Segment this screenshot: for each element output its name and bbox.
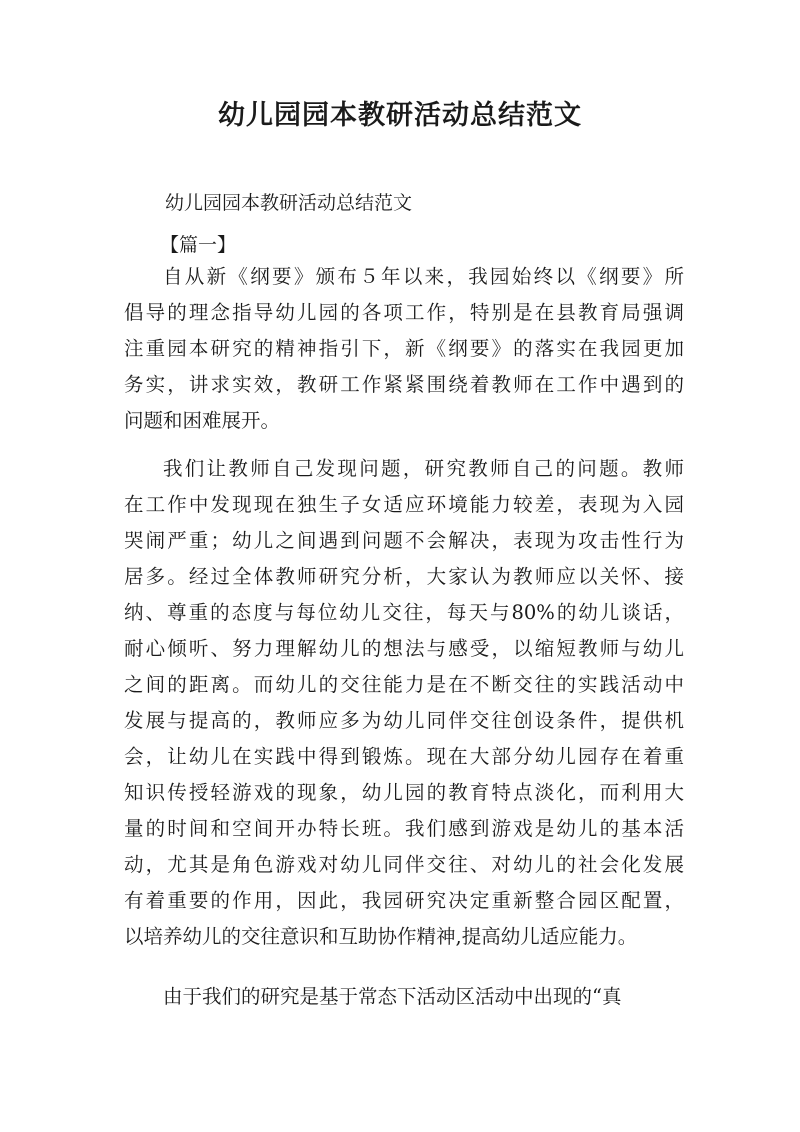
paragraph-line: 由于我们的研究是基于常态下活动区活动中出现的“真 [163,985,622,1008]
paragraph-line: 务实，讲求实效，教研工作紧紧围绕着教师在工作中遇到的 [124,373,684,396]
paragraph-line: 量的时间和空间开办特长班。我们感到游戏是幼儿的基本活 [124,817,684,840]
paragraph-line: 动，尤其是角色游戏对幼儿同伴交往、对幼儿的社会化发展 [124,853,684,876]
paragraph-line: 之间的距离。而幼儿的交往能力是在不断交往的实践活动中 [124,673,684,696]
paragraph-line: 有着重要的作用，因此，我园研究决定重新整合园区配置， [124,889,684,912]
paragraph-line: 发展与提高的，教师应多为幼儿同伴交往创设条件，提供机 [124,709,684,732]
document-title: 幼儿园园本教研活动总结范文 [218,100,582,131]
paragraph-line: 在工作中发现现在独生子女适应环境能力较差，表现为入园 [124,493,684,516]
paragraph-line: 自从新《纲要》颁布５年以来，我园始终以《纲要》所 [163,265,684,288]
paragraph-line: 纳、尊重的态度与每位幼儿交往，每天与80%的幼儿谈话， [124,601,684,624]
paragraph-line: 以培养幼儿的交往意识和互助协作精神,提高幼儿适应能力。 [124,925,638,948]
paragraph-2 [124,451,684,955]
paragraph-line: 注重园本研究的精神指引下，新《纲要》的落实在我园更加 [124,337,684,360]
paragraph-line: 知识传授轻游戏的现象，幼儿园的教育特点淡化，而利用大 [124,781,684,804]
document-subtitle: 幼儿园园本教研活动总结范文 [165,192,413,214]
paragraph-line: 耐心倾听、努力理解幼儿的想法与感受，以缩短教师与幼儿 [124,637,684,660]
paragraph-line: 会，让幼儿在实践中得到锻炼。现在大部分幼儿园存在着重 [124,745,684,768]
section-label: 【篇一】 [160,234,237,256]
paragraph-line: 倡导的理念指导幼儿园的各项工作，特别是在县教育局强调 [124,301,684,324]
paragraph-1 [124,259,684,439]
paragraph-line: 问题和困难展开。 [124,409,281,432]
paragraph-line: 哭闹严重；幼儿之间遇到问题不会解决，表现为攻击性行为 [124,529,684,552]
paragraph-line: 居多。经过全体教师研究分析，大家认为教师应以关怀、接 [124,565,684,588]
paragraph-3 [124,979,684,1015]
paragraph-line: 我们让教师自己发现问题，研究教师自己的问题。教师 [163,457,684,480]
